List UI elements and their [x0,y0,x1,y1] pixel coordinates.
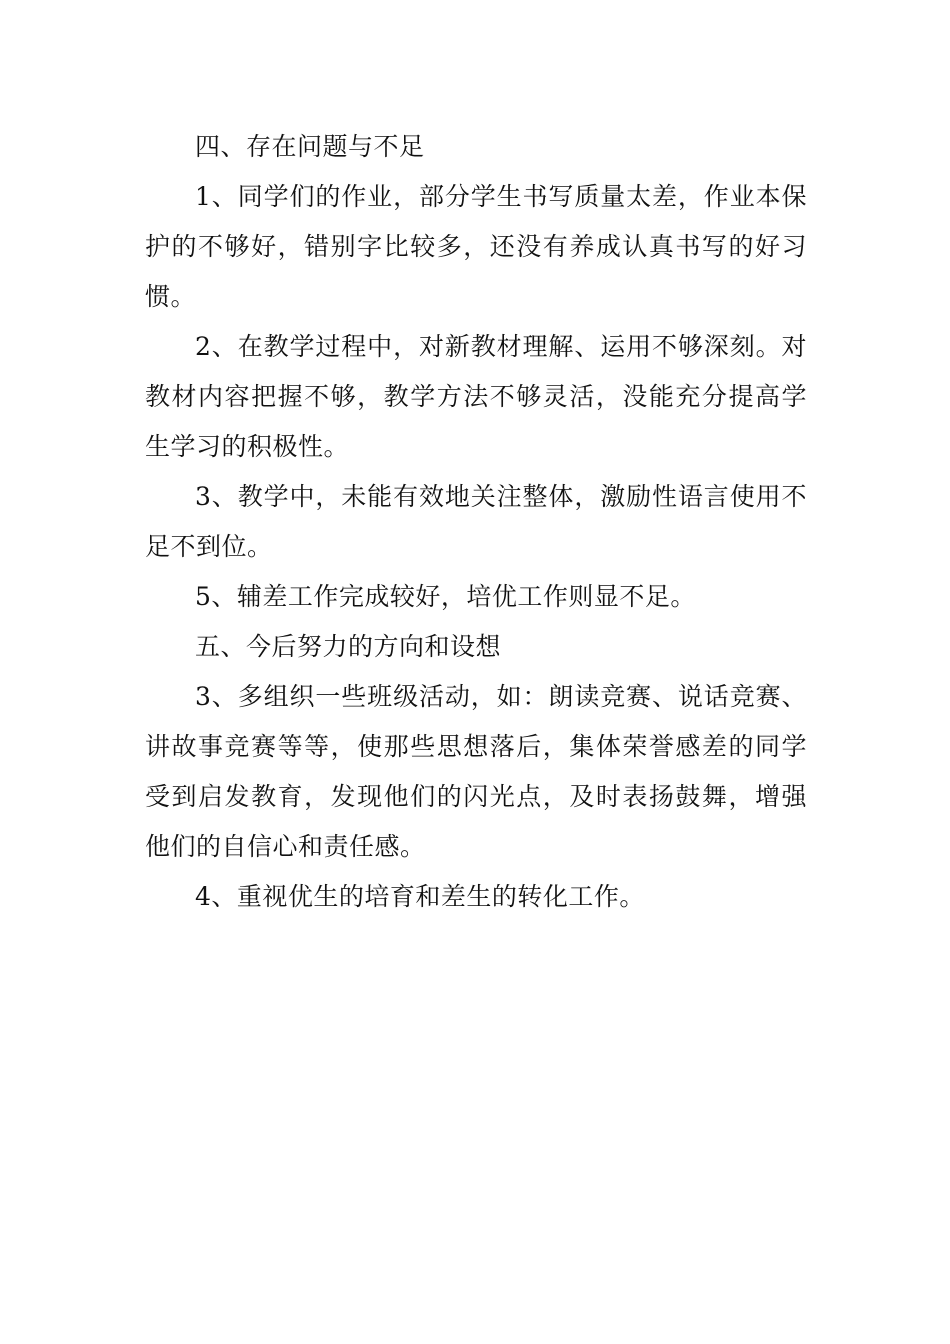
paragraph-future-item-3: 3、多组织一些班级活动，如：朗读竞赛、说话竞赛、讲故事竞赛等等，使那些思想落后，集体荣誉感差的同学受到启发教育，发现他们的闪光点，及时表扬鼓舞，增强他们的自信心和责任感。 [145,682,807,861]
section-heading-problems: 四、存在问题与不足 [195,132,425,161]
paragraph-future-item-4: 4、重视优生的培育和差生的转化工作。 [195,882,645,911]
paragraph-item-3: 3、教学中，未能有效地关注整体，激励性语言使用不足不到位。 [145,482,807,561]
document-body [145,122,807,922]
paragraph-item-5: 5、辅差工作完成较好，培优工作则显不足。 [195,582,696,611]
paragraph-item-2: 2、在教学过程中，对新教材理解、运用不够深刻。对教材内容把握不够，教学方法不够灵活，没能充分提高学生学习的积极性。 [145,332,807,461]
paragraph-item-1: 1、同学们的作业，部分学生书写质量太差，作业本保护的不够好，错别字比较多，还没有养成认真书写的好习惯。 [145,182,807,311]
section-heading-future-direction: 五、今后努力的方向和设想 [195,632,502,661]
